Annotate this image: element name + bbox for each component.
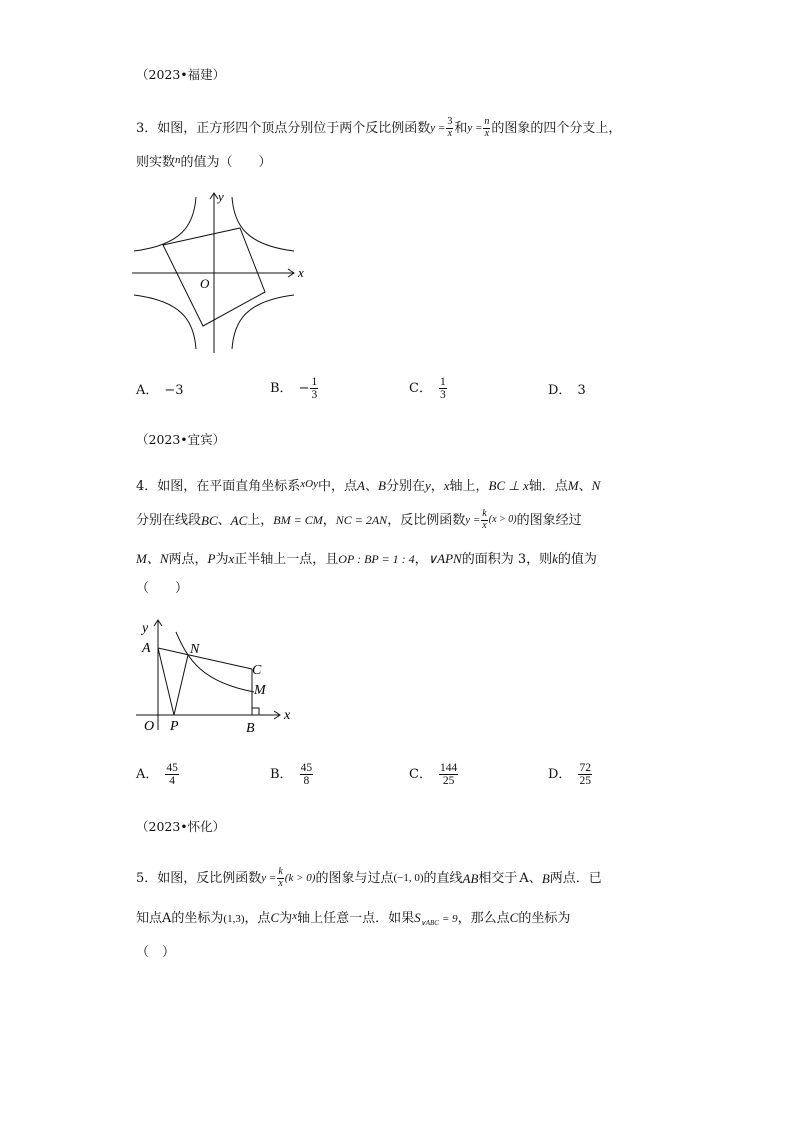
- q4-l3-ratio: OP : BP = 1 : 4: [338, 552, 415, 566]
- q3-figure: [128, 185, 308, 357]
- q3-label-origin: O: [200, 276, 210, 291]
- q4-y: y: [424, 478, 431, 493]
- q3-stem-line2: [136, 155, 272, 169]
- q3-curve-q2: [134, 197, 196, 251]
- q4-label-y: y: [142, 621, 149, 636]
- q4-l2-t3: 上，: [247, 512, 274, 528]
- q3-line2-prefix: 则实数: [136, 155, 176, 170]
- q4-option-a-frac: $\frac{45}{4}$: [166, 762, 178, 788]
- q3-option-a-value: −3: [164, 383, 184, 398]
- q4-option-c-label: C．: [409, 767, 432, 783]
- q4-l2-t5: ，反比例函数: [387, 512, 466, 528]
- q4-B: B: [377, 478, 386, 493]
- q4-l3-t3: 正半轴上一点，且: [234, 552, 339, 567]
- q3-label-x: x: [298, 265, 304, 280]
- q4-t7: 轴．点: [528, 479, 568, 494]
- q5-l2-coord: (1,3): [223, 913, 245, 925]
- q3-source: （2023•福建）: [136, 67, 226, 82]
- q4-stem-line3: [136, 552, 597, 566]
- q4-frac-k-over-x: $\frac{k}{x}$: [482, 508, 487, 531]
- q3-frac-3-over-x: $\frac{3}{x}$: [447, 116, 453, 139]
- q3-line2-suffix: 的值为（ ）: [180, 155, 272, 170]
- q4-label-A: A: [142, 641, 151, 656]
- q5-l2-t2: 的坐标为: [171, 911, 224, 926]
- q4-xoy: xOy: [300, 478, 318, 490]
- q3-option-b-label: B．: [270, 381, 293, 397]
- q4-figure: [130, 612, 300, 740]
- q4-M: M: [567, 478, 579, 493]
- q4-l3-t6: 的值为: [557, 552, 597, 567]
- q4-option-a[interactable]: [136, 762, 180, 787]
- q3-option-d-value: 3: [577, 383, 586, 398]
- q4-option-b-label: B．: [270, 767, 293, 783]
- q5-A: A: [519, 870, 529, 886]
- q3-y-eq1: y =: [430, 121, 446, 134]
- q3-option-d[interactable]: [548, 384, 586, 397]
- q5-l2-A: A: [162, 911, 172, 926]
- q5-t1: 5．如图，反比例函数: [136, 870, 262, 886]
- q3-option-a-label: A．: [136, 383, 159, 398]
- q4-right-angle-mark: [252, 708, 259, 715]
- q4-option-b-frac: $\frac{45}{8}$: [300, 762, 313, 788]
- q4-t3: 、: [364, 479, 378, 494]
- q3-and: 和: [454, 120, 468, 136]
- q5-y: y =: [261, 871, 277, 884]
- q5-source: （2023•怀化）: [136, 819, 226, 834]
- q3-text-suffix: 的图象的四个分支上，: [491, 120, 622, 136]
- q4-hyperbola: [176, 632, 254, 692]
- q4-l3-t2: 为: [215, 552, 229, 567]
- q5-l2-x: x: [292, 910, 298, 922]
- q4-stem-line4: （ ）: [136, 581, 189, 596]
- q3-curve-q3: [134, 295, 196, 349]
- q4-l3-mn: M、N: [136, 551, 169, 566]
- q4-A: A: [357, 478, 365, 493]
- q5-l2-t5: 轴上任意一点．如果: [297, 911, 415, 926]
- q3-frac-n-over-x: $\frac{n}{x}$: [484, 116, 490, 139]
- q5-l2-t4: 为: [279, 911, 293, 926]
- q4-triangle-apn: [158, 648, 188, 715]
- q5-l2-t6: ，那么点: [457, 911, 510, 926]
- q4-N: N: [591, 478, 601, 493]
- q5-l2-S: S: [414, 910, 421, 925]
- q4-t2: 中，点: [318, 479, 358, 494]
- q3-option-c[interactable]: [409, 376, 448, 401]
- q3-option-b-frac: $\frac{1}{3}$: [311, 376, 318, 402]
- q4-t4: 分别在: [385, 479, 425, 494]
- q3-stem-line1: [136, 116, 621, 140]
- q4-option-c[interactable]: [409, 762, 459, 787]
- q4-label-P: P: [170, 719, 179, 734]
- q5-l2-C: C: [270, 910, 280, 925]
- q4-l2-bc: BC: [201, 512, 218, 528]
- q5-ab: AB: [462, 870, 479, 886]
- q4-l3-t4: ，: [414, 552, 428, 567]
- q3-y-eq2: y =: [467, 121, 483, 134]
- q4-x: x: [443, 478, 450, 493]
- q4-l3-t5: 的面积为 3，则: [461, 552, 553, 567]
- q4-l2-t1: 分别在线段: [136, 512, 202, 528]
- q3-label-y: y: [218, 189, 224, 204]
- q4-t1: 4．如图，在平面直角坐标系: [136, 479, 301, 494]
- q5-l2-t7: 的坐标为: [518, 911, 571, 926]
- q3-curve-q4: [232, 295, 294, 349]
- q4-segment-ac: [158, 648, 252, 669]
- q5-B: B: [541, 870, 550, 886]
- q5-t3: 的直线: [423, 870, 463, 886]
- q4-option-c-frac: $\frac{144}{25}$: [439, 762, 458, 788]
- q4-l2-t6: 的图象经过: [516, 512, 582, 528]
- q5-cond: (k > 0): [284, 871, 316, 884]
- q4-l3-x: x: [228, 551, 235, 566]
- q4-l2-cond: (x > 0): [488, 514, 517, 525]
- q4-option-a-label: A．: [136, 767, 159, 783]
- q5-l2-t3: ，点: [244, 911, 271, 926]
- q5-point: (−1, 0): [393, 871, 424, 884]
- q4-l2-t4: ，: [322, 512, 336, 528]
- q3-option-b-sign: −: [298, 381, 310, 397]
- q5-t5: 、: [528, 870, 542, 886]
- q4-option-d[interactable]: [548, 762, 593, 787]
- q5-t2: 的图象与过点: [315, 870, 394, 886]
- q5-t4: 相交于: [478, 870, 518, 886]
- q3-curve-q1: [232, 197, 294, 251]
- q4-option-b[interactable]: [270, 762, 314, 787]
- q4-l2-eq2: NC = 2AN: [335, 513, 388, 527]
- q4-l3-p: P: [207, 551, 216, 566]
- q4-t5: ，: [430, 479, 444, 494]
- q4-option-d-label: D．: [548, 767, 572, 783]
- q3-option-c-label: C．: [409, 381, 432, 397]
- q5-frac-k-over-x: $\frac{k}{x}$: [278, 866, 283, 889]
- q4-l2-t2: 、: [217, 512, 231, 528]
- q4-label-B: B: [246, 721, 255, 736]
- q4-stem-line1: [136, 479, 600, 493]
- q4-bc-perp: BC ⊥ x: [488, 478, 529, 493]
- q5-l2-eq: = 9: [441, 913, 458, 925]
- q4-option-d-frac: $\frac{72}{25}$: [579, 762, 591, 788]
- q4-label-O: O: [144, 719, 155, 734]
- q4-stem-line2: [136, 508, 582, 532]
- q4-t6: 轴上，: [449, 479, 489, 494]
- q4-l2-ac: AC: [230, 512, 248, 528]
- q4-label-x: x: [284, 708, 291, 723]
- q3-option-d-label: D．: [548, 383, 572, 398]
- q3-text: 3．如图，正方形四个顶点分别位于两个反比例函数: [136, 120, 431, 136]
- q4-label-C: C: [252, 663, 262, 678]
- q5-t6: 两点．已: [549, 870, 602, 886]
- q5-l2-C2: C: [509, 910, 519, 925]
- q3-option-c-frac: $\frac{1}{3}$: [439, 376, 446, 402]
- q4-l2-eq1: BM = CM: [273, 513, 323, 527]
- q5-stem-line2: [136, 911, 570, 927]
- q5-l2-t1: 知点: [136, 911, 163, 926]
- q4-l2-y: y =: [465, 513, 481, 526]
- q4-label-M: M: [254, 683, 266, 698]
- q4-l3-tri: ∨APN: [427, 551, 462, 566]
- q4-l3-t1: 两点，: [168, 552, 208, 567]
- q3-option-b[interactable]: [270, 376, 319, 401]
- q4-t8: 、: [578, 479, 592, 494]
- q5-l2-sub: ∨ABC: [420, 919, 439, 927]
- q5-stem-line1: [136, 866, 602, 890]
- q5-stem-line3: （ ）: [136, 945, 176, 960]
- q3-var-n: n: [175, 154, 181, 166]
- q4-source: （2023•宜宾）: [136, 432, 226, 447]
- q3-option-a[interactable]: [136, 384, 184, 397]
- q4-label-N: N: [190, 642, 200, 657]
- q4-l3-k: k: [552, 551, 558, 566]
